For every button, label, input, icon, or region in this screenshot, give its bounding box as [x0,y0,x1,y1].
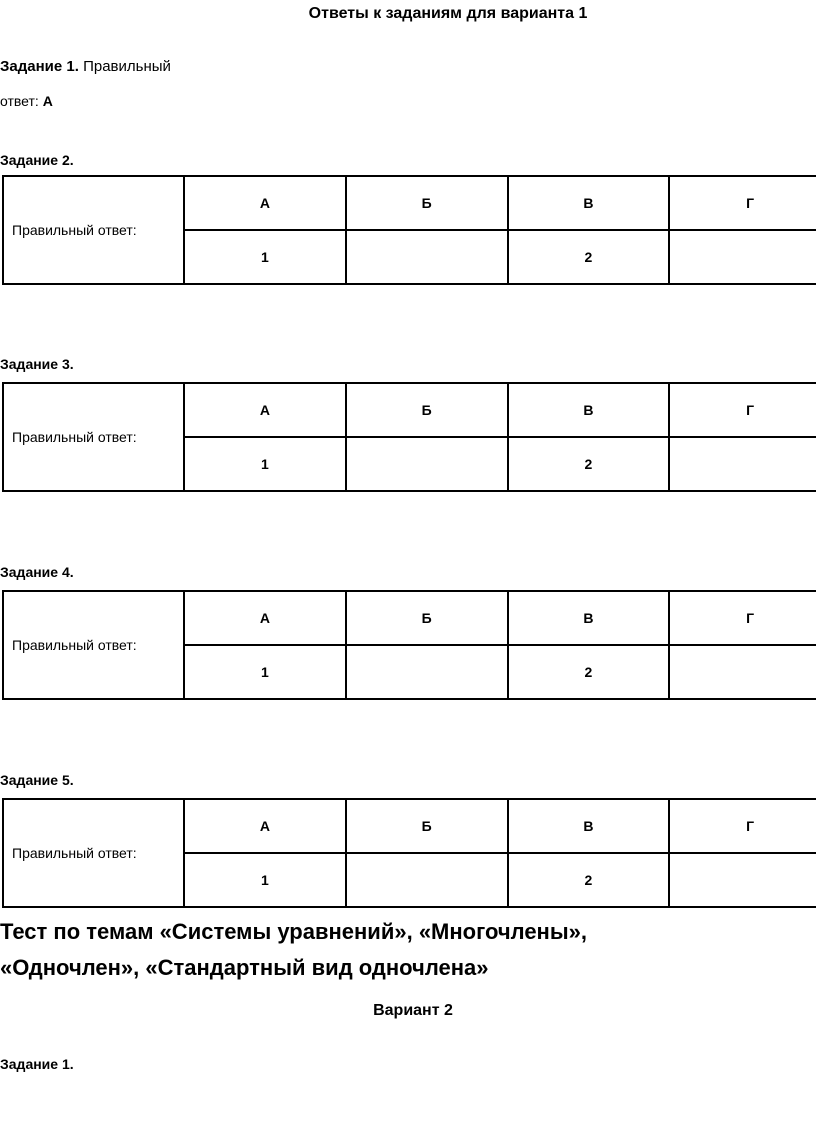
value-cell [346,230,508,284]
value-cell [669,437,816,491]
value-cell: 1 [184,437,346,491]
task4-table [2,590,816,700]
value-cell [669,853,816,907]
task5-label: Задание 5. [0,772,74,788]
header-cell: Б [346,176,508,230]
task2-table [2,175,816,285]
value-cell: 1 [184,853,346,907]
header-cell: Г [669,799,816,853]
task3-table [2,382,816,492]
value-cell [346,853,508,907]
header-cell: Г [669,383,816,437]
header-cell: Б [346,799,508,853]
value-cell: 2 [508,645,670,699]
value-cell: 1 [184,645,346,699]
value-cell: 1 [184,230,346,284]
test-title-line2: «Одночлен», «Стандартный вид одночлена» [0,955,489,980]
task3-label: Задание 3. [0,356,74,372]
value-cell [669,645,816,699]
header-cell: Б [346,591,508,645]
variant2-task1-label: Задание 1. [0,1056,74,1072]
header-cell: Г [669,591,816,645]
value-cell [346,645,508,699]
header-cell: А [184,176,346,230]
test-title-line1: Тест по темам «Системы уравнений», «Многочлены», [0,919,587,944]
value-cell: 2 [508,853,670,907]
value-cell [669,230,816,284]
header-cell: А [184,383,346,437]
task1-line [0,58,171,75]
header-cell: Б [346,383,508,437]
task1-answer-line [0,93,53,109]
task1-label: Задание 1. [0,58,79,75]
variant2-title: Вариант 2 [373,1002,453,1019]
header-cell: В [508,591,670,645]
task1-text: Правильный [83,58,171,75]
task1-answer-prefix: ответ: [0,93,39,109]
row-label: Правильный ответ: [3,799,184,907]
header-cell: В [508,799,670,853]
header-cell: А [184,591,346,645]
page-title: Ответы к заданиям для варианта 1 [308,5,588,22]
header-cell: В [508,176,670,230]
header-cell: Г [669,176,816,230]
row-label: Правильный ответ: [3,383,184,491]
header-cell: А [184,799,346,853]
task5-table [2,798,816,908]
row-label: Правильный ответ: [3,176,184,284]
task2-label: Задание 2. [0,152,74,168]
row-label: Правильный ответ: [3,591,184,699]
value-cell: 2 [508,230,670,284]
value-cell: 2 [508,437,670,491]
task1-answer: А [42,93,53,109]
value-cell [346,437,508,491]
task4-label: Задание 4. [0,564,74,580]
header-cell: В [508,383,670,437]
